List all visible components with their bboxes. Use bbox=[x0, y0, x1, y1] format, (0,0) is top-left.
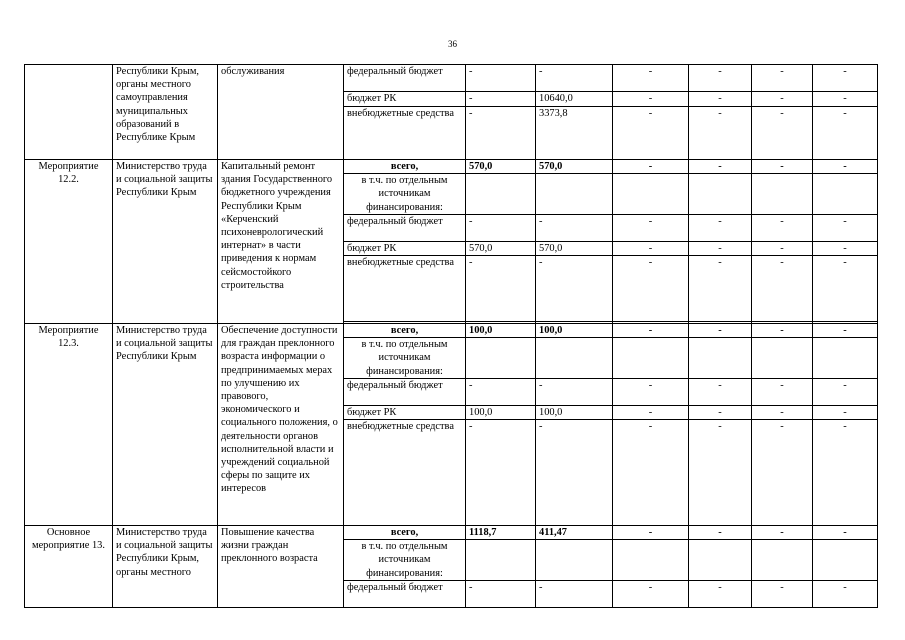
value-cell: - bbox=[689, 241, 752, 255]
activity-name-cell: Повышение качества жизни граждан преклонного возраста bbox=[218, 526, 344, 608]
value-cell: - bbox=[613, 92, 689, 106]
value-cell: - bbox=[689, 214, 752, 241]
value-cell: - bbox=[613, 378, 689, 405]
activity-name-cell: обслуживания bbox=[218, 65, 344, 160]
value-cell: - bbox=[752, 214, 813, 241]
source-cell: бюджет РК bbox=[344, 241, 466, 255]
total-label-cell: всего, bbox=[344, 324, 466, 338]
source-cell: внебюджетные средства bbox=[344, 256, 466, 322]
value-cell: - bbox=[813, 420, 878, 526]
source-cell: федеральный бюджет bbox=[344, 378, 466, 405]
value-cell: - bbox=[752, 378, 813, 405]
source-cell: внебюджетные средства bbox=[344, 420, 466, 526]
value-cell: - bbox=[536, 214, 613, 241]
executor-cell: Министерство труда и социальной защиты Республики Крым bbox=[113, 324, 218, 526]
value-cell: - bbox=[813, 65, 878, 92]
total-value-cell: 570,0 bbox=[536, 160, 613, 174]
value-cell: - bbox=[536, 256, 613, 322]
total-value-cell: - bbox=[689, 324, 752, 338]
total-value-cell: 570,0 bbox=[466, 160, 536, 174]
value-cell: - bbox=[813, 106, 878, 159]
executor-cell: Министерство труда и социальной защиты Республики Крым, органы местного bbox=[113, 526, 218, 608]
value-cell: 10640,0 bbox=[536, 92, 613, 106]
total-label-cell: всего, bbox=[344, 526, 466, 540]
source-cell: федеральный бюджет bbox=[344, 214, 466, 241]
source-cell: федеральный бюджет bbox=[344, 65, 466, 92]
event-cell bbox=[25, 65, 113, 160]
total-value-cell: - bbox=[689, 160, 752, 174]
value-cell: - bbox=[613, 256, 689, 322]
value-cell: - bbox=[752, 106, 813, 159]
value-cell: - bbox=[613, 65, 689, 92]
event-number-cell: Мероприятие 12.2. bbox=[25, 160, 113, 324]
value-cell: - bbox=[813, 378, 878, 405]
value-cell: 570,0 bbox=[536, 241, 613, 255]
total-value-cell: - bbox=[752, 160, 813, 174]
value-cell: - bbox=[536, 65, 613, 92]
value-cell: - bbox=[466, 378, 536, 405]
value-cell: - bbox=[466, 580, 536, 607]
value-cell: - bbox=[466, 214, 536, 241]
total-value-cell: - bbox=[752, 324, 813, 338]
value-cell: - bbox=[689, 106, 752, 159]
value-cell: - bbox=[536, 580, 613, 607]
source-cell: внебюджетные средства bbox=[344, 106, 466, 159]
budget-table bbox=[24, 64, 878, 608]
value-cell: - bbox=[689, 378, 752, 405]
activity-name-cell: Обеспечение доступности для граждан преклонного возраста информации о предпринимаемых мерах по улучшению их правового, экономического и социального положения, о деятельности органов исполнительной власти и учреждений социальной сферы по защите их интересов bbox=[218, 324, 344, 526]
event-number-cell: Основное мероприятие 13. bbox=[25, 526, 113, 608]
value-cell: - bbox=[613, 405, 689, 419]
value-cell: - bbox=[689, 580, 752, 607]
activity-name-cell: Капитальный ремонт здания Государственного бюджетного учреждения Республики Крым «Керченский психоневрологический интернат» в части приведения к нормам сейсмостойкого строительства bbox=[218, 160, 344, 324]
total-value-cell: - bbox=[813, 526, 878, 540]
value-cell: - bbox=[752, 92, 813, 106]
value-cell: - bbox=[466, 256, 536, 322]
value-cell: 3373,8 bbox=[536, 106, 613, 159]
value-cell: - bbox=[536, 420, 613, 526]
value-cell: - bbox=[466, 106, 536, 159]
value-cell: - bbox=[752, 580, 813, 607]
total-value-cell: 411,47 bbox=[536, 526, 613, 540]
breakdown-note-cell: в т.ч. по отдельным источникам финансирования: bbox=[344, 540, 466, 581]
table-row bbox=[25, 324, 878, 338]
value-cell: - bbox=[813, 214, 878, 241]
value-cell: 100,0 bbox=[536, 405, 613, 419]
table-row bbox=[25, 160, 878, 174]
value-cell: - bbox=[813, 256, 878, 322]
value-cell: 100,0 bbox=[466, 405, 536, 419]
value-cell: - bbox=[813, 405, 878, 419]
total-value-cell: 100,0 bbox=[466, 324, 536, 338]
value-cell: - bbox=[689, 420, 752, 526]
table-row bbox=[25, 526, 878, 540]
executor-cell: Министерство труда и социальной защиты Республики Крым bbox=[113, 160, 218, 324]
value-cell: - bbox=[752, 65, 813, 92]
value-cell: - bbox=[813, 580, 878, 607]
value-cell: - bbox=[752, 405, 813, 419]
total-value-cell: - bbox=[752, 526, 813, 540]
total-value-cell: - bbox=[613, 324, 689, 338]
value-cell: - bbox=[752, 420, 813, 526]
total-value-cell: - bbox=[813, 324, 878, 338]
source-cell: бюджет РК bbox=[344, 405, 466, 419]
total-value-cell: - bbox=[689, 526, 752, 540]
total-value-cell: - bbox=[613, 526, 689, 540]
value-cell: - bbox=[689, 256, 752, 322]
value-cell: 570,0 bbox=[466, 241, 536, 255]
value-cell: - bbox=[813, 241, 878, 255]
value-cell: - bbox=[613, 106, 689, 159]
value-cell: - bbox=[813, 92, 878, 106]
value-cell: - bbox=[536, 378, 613, 405]
table-row bbox=[25, 65, 878, 92]
source-cell: федеральный бюджет bbox=[344, 580, 466, 607]
value-cell: - bbox=[466, 420, 536, 526]
executor-cell: Республики Крым, органы местного самоуправления муниципальных образований в Республике Крым bbox=[113, 65, 218, 160]
total-label-cell: всего, bbox=[344, 160, 466, 174]
value-cell: - bbox=[613, 214, 689, 241]
page-number: 36 bbox=[448, 39, 457, 49]
value-cell: - bbox=[689, 65, 752, 92]
value-cell: - bbox=[689, 405, 752, 419]
value-cell: - bbox=[613, 580, 689, 607]
value-cell: - bbox=[752, 241, 813, 255]
total-value-cell: - bbox=[813, 160, 878, 174]
value-cell: - bbox=[613, 420, 689, 526]
breakdown-note-cell: в т.ч. по отдельным источникам финансирования: bbox=[344, 174, 466, 215]
value-cell: - bbox=[752, 256, 813, 322]
event-number-cell: Мероприятие 12.3. bbox=[25, 324, 113, 526]
value-cell: - bbox=[689, 92, 752, 106]
source-cell: бюджет РК bbox=[344, 92, 466, 106]
total-value-cell: - bbox=[613, 160, 689, 174]
value-cell: - bbox=[466, 92, 536, 106]
breakdown-note-cell: в т.ч. по отдельным источникам финансирования: bbox=[344, 338, 466, 379]
value-cell: - bbox=[466, 65, 536, 92]
total-value-cell: 1118,7 bbox=[466, 526, 536, 540]
value-cell: - bbox=[613, 241, 689, 255]
total-value-cell: 100,0 bbox=[536, 324, 613, 338]
